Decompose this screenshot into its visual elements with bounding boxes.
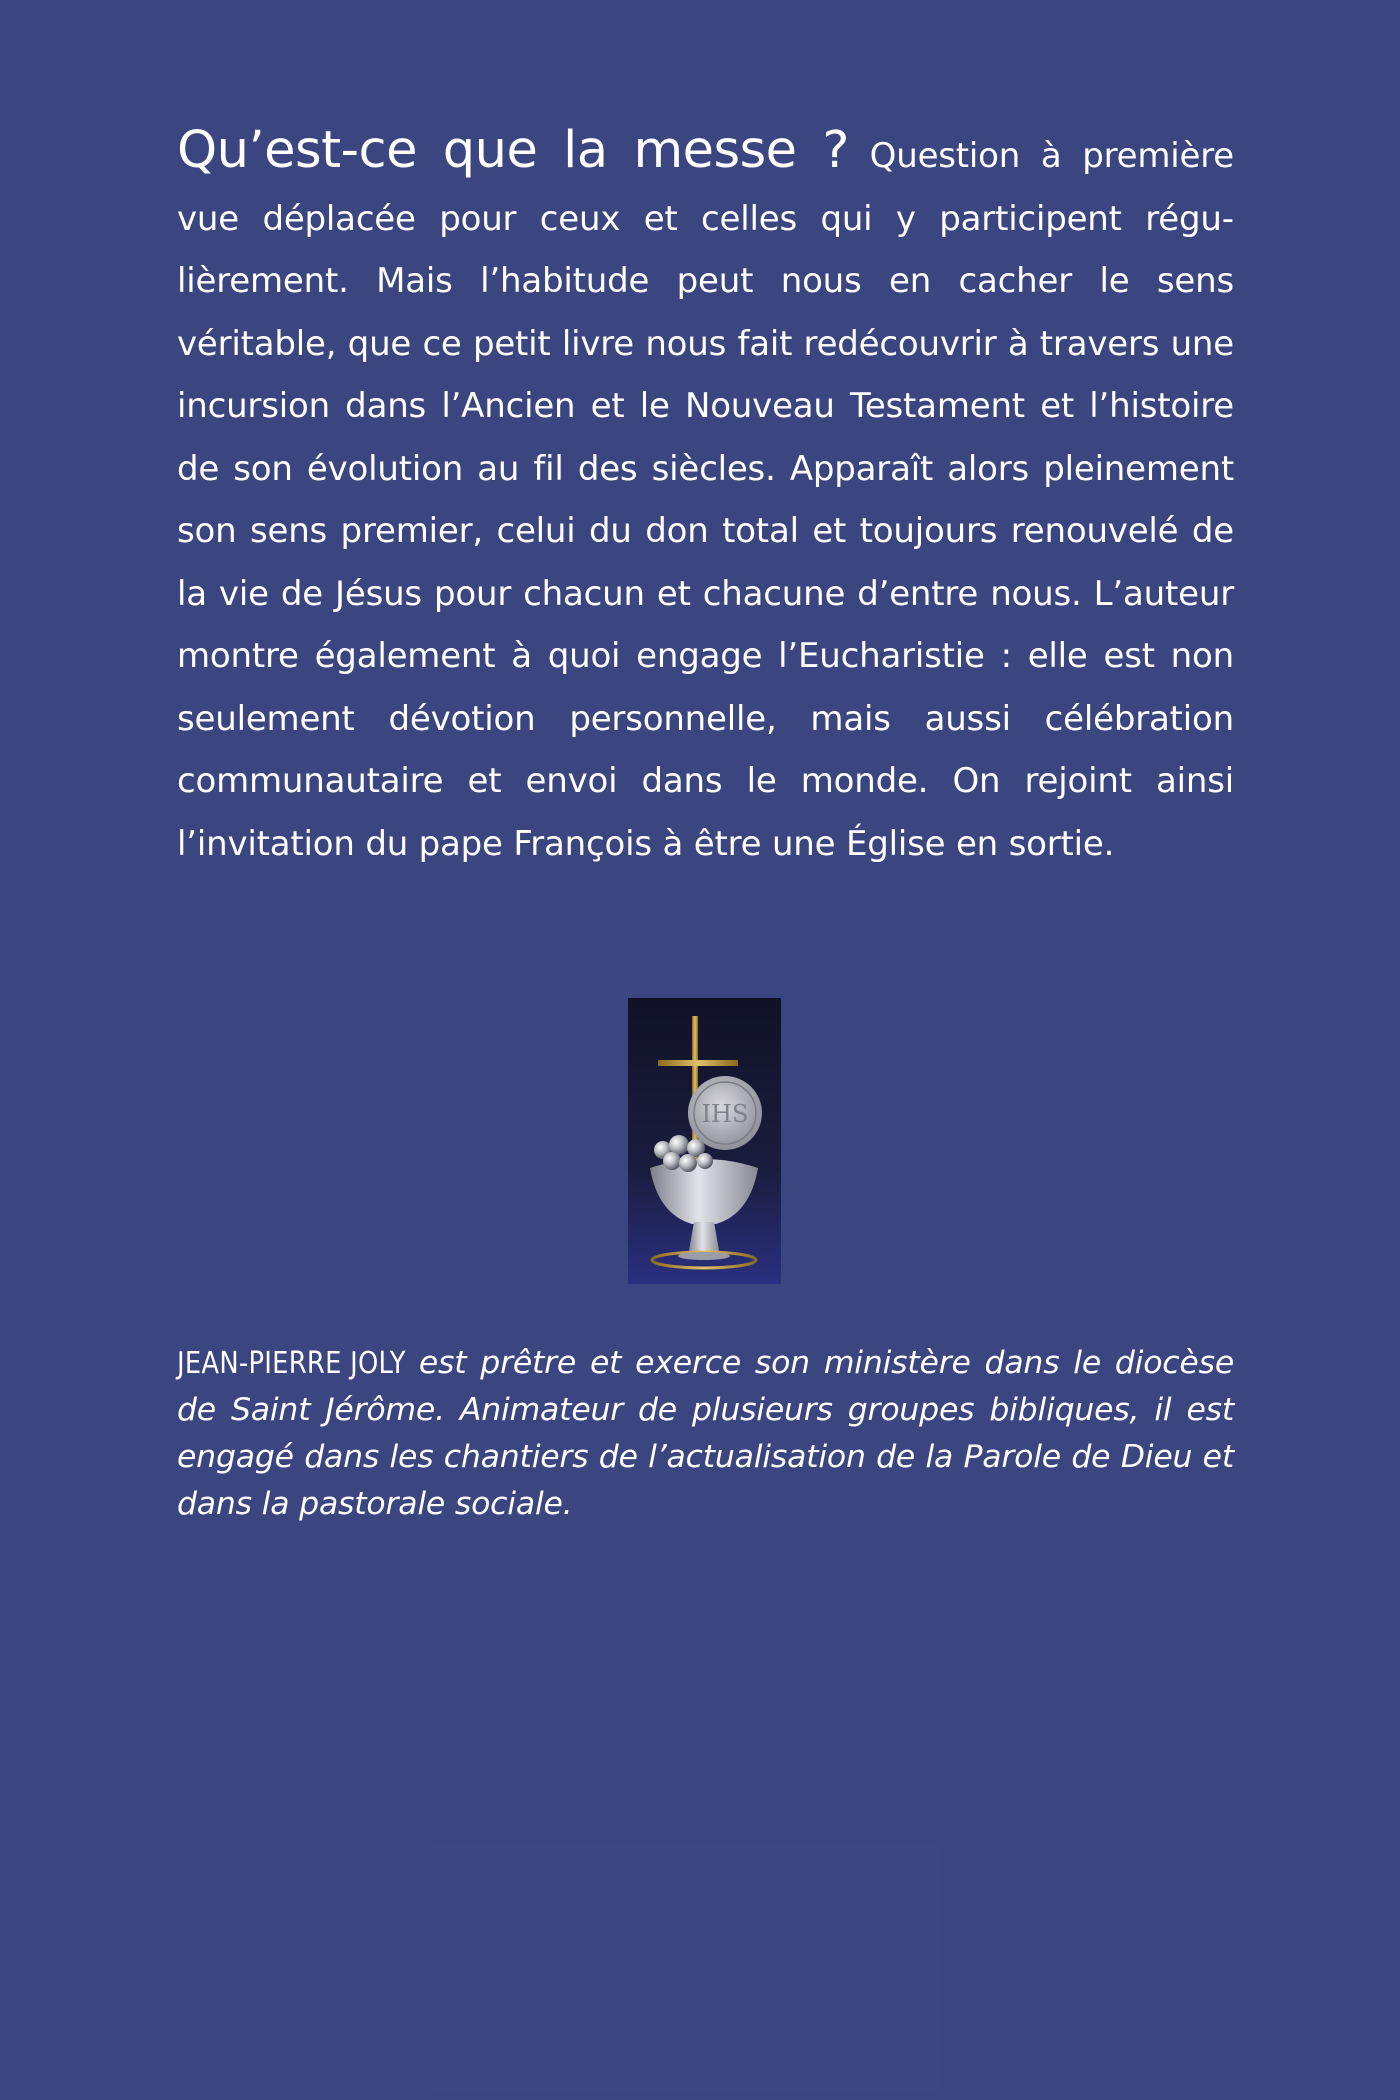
- cover-blurb: [177, 120, 1234, 875]
- chalice-host-cross-icon: [628, 998, 781, 1284]
- barcode-area: [432, 1843, 940, 2093]
- blurb-body-text: Question à première vue déplacée pour ceux et celles qui y participent régulièrement. Mais l’habitude peut nous en cacher le sens véritable, que ce petit livre nous fait redécouvrir à travers une incursion dans l’Ancien et le Nouveau Testament et l’histoire de son évolution au fil des siècles. Apparaît alors pleinement son sens premier, celui du don total et toujours renouvelé de la vie de Jésus pour chacun et chacune d’entre nous. L’auteur montre également à quoi engage l’Eucharistie : elle est non seulement dévotion personnelle, mais aussi célébration communautaire et envoi dans le monde. On rejoint ainsi l’invitation du pape François à être une Église en sortie.: [177, 136, 1234, 864]
- author-name: JEAN-PIERRE JOLY: [177, 1346, 406, 1381]
- blurb-lead-question: Qu’est-ce que la messe ?: [177, 121, 849, 180]
- host-monogram: IHS: [701, 1100, 749, 1128]
- author-bio: [177, 1340, 1234, 1528]
- author-bio-text: est prêtre et exerce son ministère dans le diocèse de Saint Jérôme. Animateur de plusieurs groupes bibliques, il est engagé dans les chantiers de l’actualisation de la Parole de Dieu et dans la pastorale sociale.: [177, 1345, 1234, 1522]
